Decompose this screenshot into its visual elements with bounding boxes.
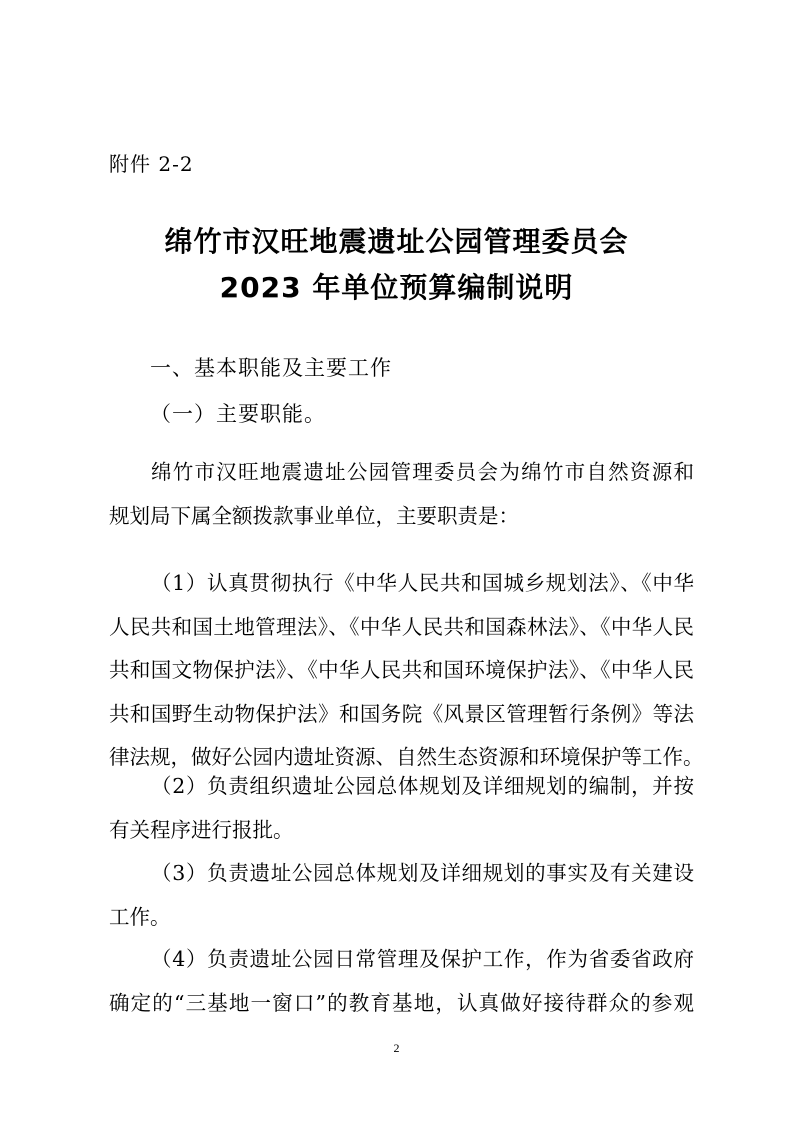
paragraph-duty-1 bbox=[109, 562, 704, 780]
paragraph-line: 共和国野生动物保护法》和国务院《风景区管理暂行条例》等法 bbox=[109, 701, 694, 726]
paragraph-line: 确定的“三基地一窗口”的教育基地，认真做好接待群众的参观 bbox=[109, 990, 694, 1015]
section-heading: 一、基本职能及主要工作 bbox=[150, 356, 392, 380]
paragraph-duty-2 bbox=[109, 765, 694, 852]
attachment-label: 附件 2-2 bbox=[109, 152, 194, 176]
paragraph-line: （4）负责遗址公园日常管理及保护工作，作为省委省政府 bbox=[151, 947, 694, 971]
paragraph-line: 律法规，做好公园内遗址资源、自然生态资源和环境保护等工作。 bbox=[109, 745, 704, 770]
paragraph-line: 共和国文物保护法》、《中华人民共和国环境保护法》、《中华人民 bbox=[109, 658, 694, 683]
paragraph-line: （3）负责遗址公园总体规划及详细规划的事实及有关建设 bbox=[151, 861, 694, 885]
paragraph-line: （2）负责组织遗址公园总体规划及详细规划的编制，并按 bbox=[151, 774, 694, 798]
paragraph-duty-3 bbox=[109, 852, 694, 939]
paragraph-duty-4 bbox=[109, 938, 694, 1025]
document-title-line-2: 2023 年单位预算编制说明 bbox=[219, 271, 574, 304]
paragraph-line: （1）认真贯彻执行《中华人民共和国城乡规划法》、《中华 bbox=[151, 571, 694, 595]
paragraph-line: 绵竹市汉旺地震遗址公园管理委员会为绵竹市自然资源和 bbox=[151, 460, 694, 484]
document-title-line-1: 绵竹市汉旺地震遗址公园管理委员会 bbox=[164, 225, 629, 258]
paragraph-line: 有关程序进行报批。 bbox=[109, 817, 294, 842]
paragraph-line: 工作。 bbox=[109, 904, 171, 929]
page-number: 2 bbox=[393, 1041, 400, 1055]
paragraph-duties-intro bbox=[109, 451, 694, 538]
section-subheading: （一）主要职能。 bbox=[150, 402, 326, 426]
paragraph-line: 规划局下属全额拨款事业单位，主要职责是： bbox=[109, 503, 519, 528]
paragraph-line: 人民共和国土地管理法》、《中华人民共和国森林法》、《中华人民 bbox=[109, 614, 694, 639]
